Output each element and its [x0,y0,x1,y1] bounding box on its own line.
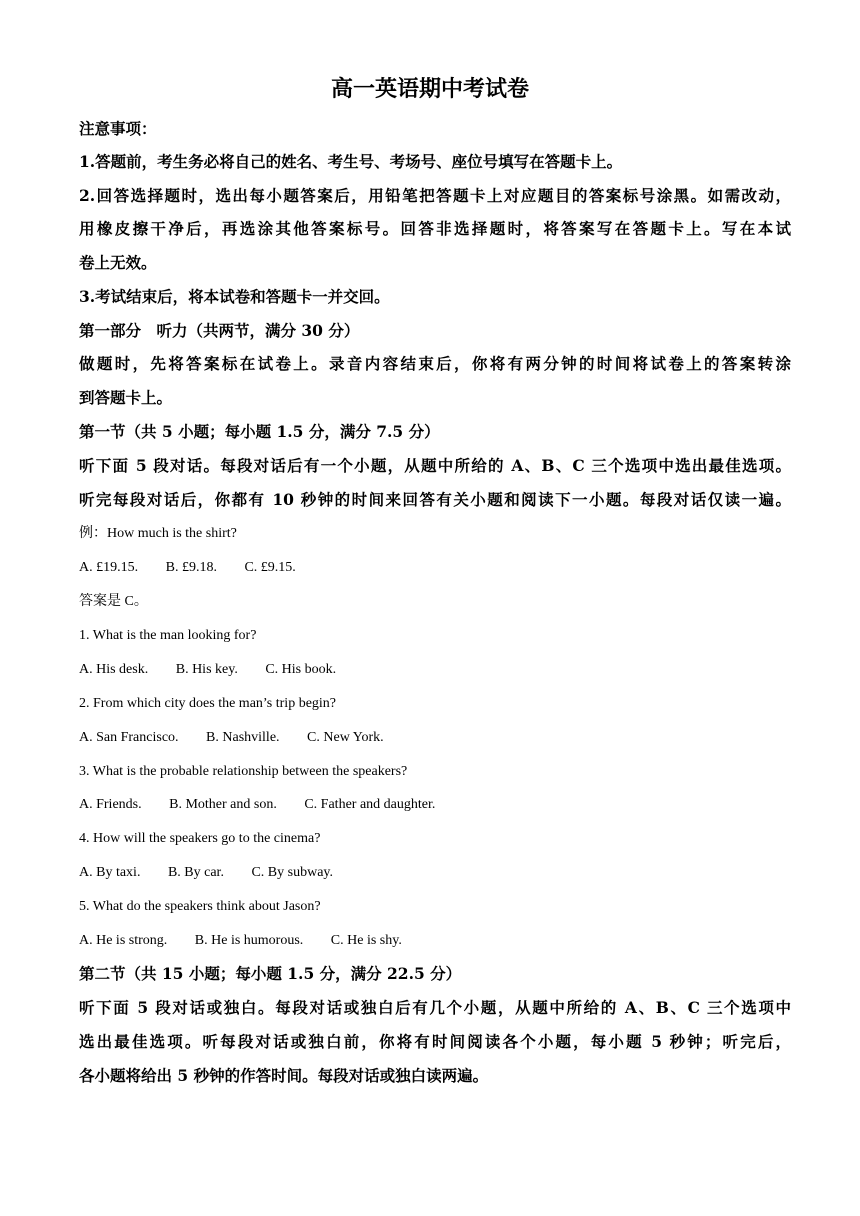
page-title: 高一英语期中考试卷 [330,76,529,102]
question-2-option-c: C. New York. [307,730,384,745]
question-3-options [79,794,791,816]
question-1-options [79,659,791,681]
notice-item-2-line-1: 2.回答选择题时，选出每小题答案后，用铅笔把答题卡上对应题目的答案标号涂黑。如需改动， [79,186,791,205]
notice-item-3: 3.考试结束后，将本试卷和答题卡一并交回。 [79,287,390,306]
question-5-option-c: C. He is shy. [330,933,402,948]
question-4-option-c: C. By subway. [251,865,333,880]
question-5-options [79,930,791,952]
question-4: 4. How will the speakers go to the cinema? [79,831,321,846]
section2-instr-line-3: 各小题将给出 5 秒钟的作答时间。每段对话或独白读两遍。 [79,1066,489,1085]
question-3: 3. What is the probable relationship between the speakers? [79,764,408,779]
section2-instr-line-1: 听下面 5 段对话或独白。每段对话或独白后有几个小题，从题中所给的 A、B、C 三个选项中 [79,998,791,1017]
question-4-option-a: A. By taxi. [79,865,141,880]
part1-intro-line-1: 做题时，先将答案标在试卷上。录音内容结束后，你将有两分钟的时间将试卷上的答案转涂 [79,354,791,373]
question-2: 2. From which city does the man’s trip begin? [79,696,337,711]
example-options [79,557,791,579]
question-5-option-a: A. He is strong. [79,933,168,948]
example-question: 例：How much is the shirt? [79,526,237,541]
question-2-option-a: A. San Francisco. [79,730,179,745]
notice-item-1: 1.答题前，考生务必将自己的姓名、考生号、考场号、座位号填写在答题卡上。 [79,152,623,171]
section1-instr-line-1: 听下面 5 段对话。每段对话后有一个小题，从题中所给的 A、B、C 三个选项中选出最佳选项。 [79,456,791,475]
question-1-option-c: C. His book. [265,662,337,677]
example-answer: 答案是 C。 [79,594,148,609]
part1-intro-line-2: 到答题卡上。 [79,388,173,407]
question-3-option-b: B. Mother and son. [169,797,277,812]
example-option-b: B. £9.18. [165,560,217,575]
question-4-options [79,862,791,884]
question-4-option-b: B. By car. [167,865,224,880]
question-2-options [79,727,791,749]
question-3-option-c: C. Father and daughter. [304,797,436,812]
section1-heading: 第一节（共 5 小题；每小题 1.5 分，满分 7.5 分） [79,422,440,441]
part1-heading: 第一部分 听力（共两节，满分 30 分） [79,321,360,340]
section2-heading: 第二节（共 15 小题；每小题 1.5 分，满分 22.5 分） [79,964,462,983]
notice-item-2-line-2: 用橡皮擦干净后，再选涂其他答案标号。回答非选择题时，将答案写在答题卡上。写在本试 [79,219,791,238]
notice-item-2-line-3: 卷上无效。 [79,253,157,272]
question-5: 5. What do the speakers think about Jason? [79,899,321,914]
example-option-a: A. £19.15. [79,560,139,575]
question-5-option-b: B. He is humorous. [194,933,304,948]
question-2-option-b: B. Nashville. [206,730,280,745]
section2-instr-line-2: 选出最佳选项。听每段对话或独白前，你将有时间阅读各个小题，每小题 5 秒钟；听完后， [79,1032,791,1051]
question-1-option-b: B. His key. [175,662,238,677]
example-option-c: C. £9.15. [244,560,296,575]
section1-instr-line-2: 听完每段对话后，你都有 10 秒钟的时间来回答有关小题和阅读下一小题。每段对话仅读一遍。 [79,490,791,509]
question-3-option-a: A. Friends. [79,797,142,812]
question-1: 1. What is the man looking for? [79,628,257,643]
question-1-option-a: A. His desk. [79,662,149,677]
notice-heading: 注意事项： [79,119,157,138]
